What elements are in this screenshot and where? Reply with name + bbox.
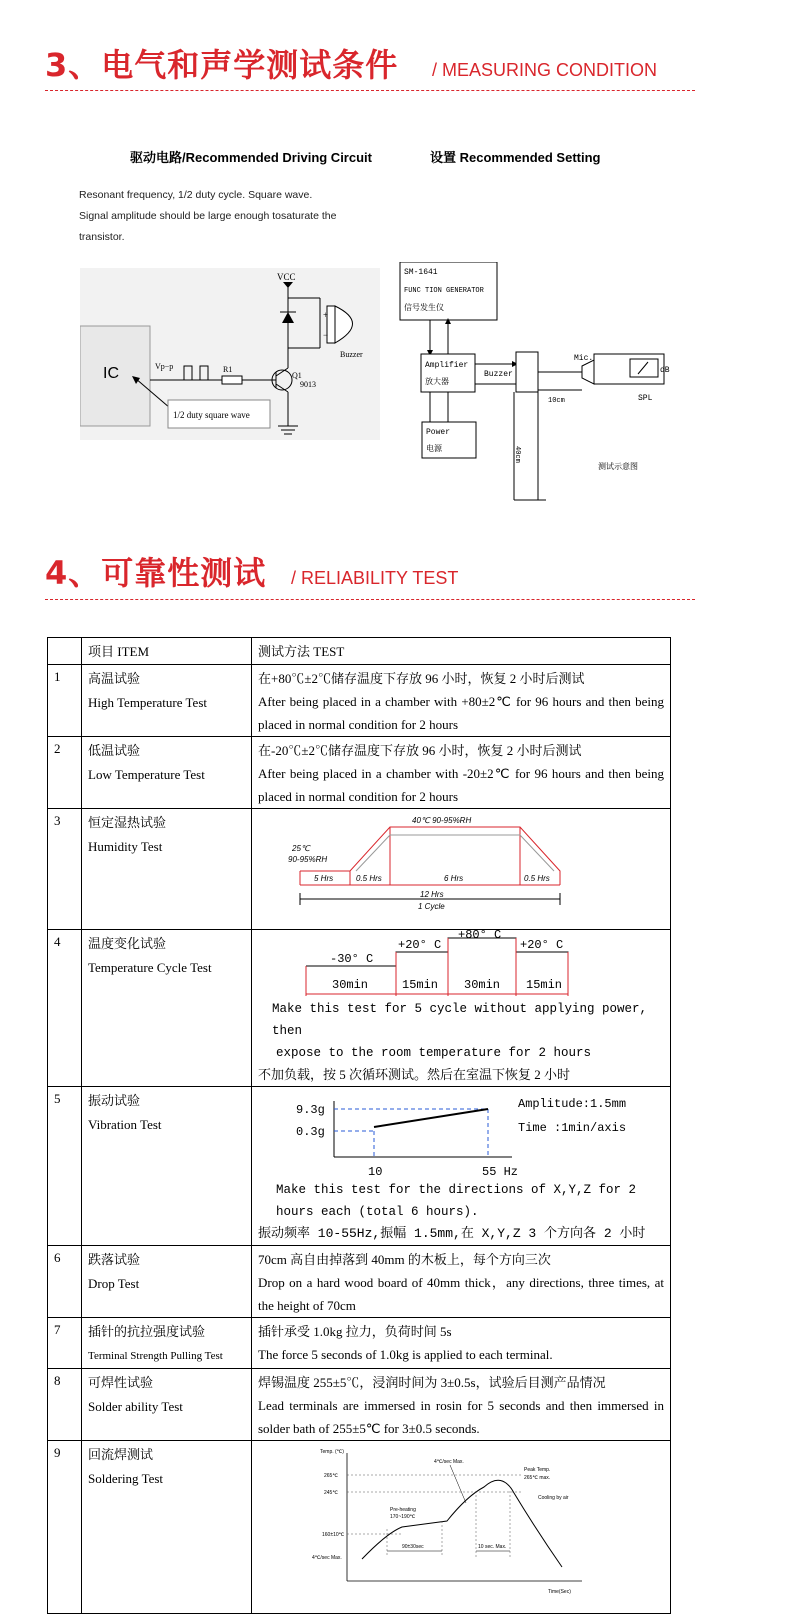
gen-line-1: SM-1641 xyxy=(404,268,438,277)
reflow-t265: 265℃ xyxy=(324,1473,338,1479)
diagram-caption: 测试示意图 xyxy=(598,462,638,471)
table-header-row xyxy=(48,638,671,665)
test-line: Lead terminals are immersed in rosin for 5 seconds and then immersed in solder bath of 255±5℃ for 3±0.5 seconds. xyxy=(258,1398,664,1436)
section-4-title: 4、可靠性测试 xyxy=(45,554,267,592)
reflow-x-axis: Time(Sec) xyxy=(548,1589,571,1595)
r1-label: R1 xyxy=(223,365,233,374)
test-line: 在-20℃±2℃储存温度下存放 96 小时，恢复 2 小时后测试 xyxy=(258,743,582,758)
item-en: Low Temperature Test xyxy=(88,767,205,782)
row-test xyxy=(252,930,671,1087)
reflow-slope-left: 4℃/sec Max. xyxy=(312,1555,342,1561)
power-line-2: 电源 xyxy=(426,444,442,453)
row-test xyxy=(252,665,671,737)
plus-label: + xyxy=(323,310,329,320)
row-item xyxy=(82,737,252,809)
temp-cycle-t1: -30° C xyxy=(330,952,374,966)
humidity-seg-1: 5 Hrs xyxy=(314,874,334,883)
vibration-x-high: 55 Hz xyxy=(482,1165,519,1179)
humidity-seg-4: 0.5 Hrs xyxy=(524,874,550,883)
mic-label: Mic. xyxy=(574,354,594,363)
humidity-chart xyxy=(252,809,671,925)
item-cn: 振动试验 xyxy=(88,1093,141,1108)
table-row xyxy=(48,1318,671,1369)
item-cn: 高温试验 xyxy=(88,671,141,686)
item-cn: 恒定湿热试验 xyxy=(88,815,167,830)
reflow-chart xyxy=(252,1441,671,1609)
section-4-divider xyxy=(45,599,695,600)
table-row xyxy=(48,1369,671,1441)
test-line: 70cm 高自由掉落到 40mm 的木板上，每个方向三次 xyxy=(258,1252,551,1267)
temp-cycle-text-cn: 不加负载，按 5 次循环测试。然后在室温下恢复 2 小时 xyxy=(258,1067,571,1082)
notes xyxy=(79,185,336,248)
gen-line-2: FUNC TION GENERATOR xyxy=(404,287,484,295)
table-row xyxy=(48,665,671,737)
test-line: After being placed in a chamber with +80±2℃ for 96 hours and then being placed in normal condition for 2 hours xyxy=(258,694,664,732)
vibration-text-en-2: hours each (total 6 hours). xyxy=(276,1205,479,1219)
section-3-divider xyxy=(45,90,695,91)
humidity-seg-2: 0.5 Hrs xyxy=(356,874,382,883)
reflow-slope-up: 4℃/sec Max. xyxy=(434,1459,464,1465)
temp-cycle-t4: +20° C xyxy=(520,938,564,952)
item-en: Terminal Strength Pulling Test xyxy=(88,1350,223,1362)
row-number: 3 xyxy=(48,809,82,930)
row-item xyxy=(82,930,252,1087)
vibration-y-low: 0.3g xyxy=(296,1125,325,1139)
row-test xyxy=(252,1369,671,1441)
item-cn: 插针的抗拉强度试验 xyxy=(88,1324,206,1339)
reflow-preheat-range: 170~190℃ xyxy=(390,1514,416,1520)
amp-line-1: Amplifier xyxy=(425,361,469,370)
temp-cycle-t2: +20° C xyxy=(398,938,442,952)
temp-cycle-d2: 15min xyxy=(402,978,439,992)
table-row xyxy=(48,737,671,809)
test-line: 插针承受 1.0kg 拉力，负荷时间 5s xyxy=(258,1324,452,1339)
humidity-total: 12 Hrs xyxy=(420,890,444,899)
item-cn: 回流焊测试 xyxy=(88,1447,154,1462)
section-4-subtitle: / RELIABILITY TEST xyxy=(291,568,459,588)
temp-cycle-t3: +80° C xyxy=(458,930,502,942)
power-line-1: Power xyxy=(426,428,451,437)
reflow-y-axis: Temp. (℃) xyxy=(320,1449,344,1455)
row-item xyxy=(82,1087,252,1246)
reliability-table xyxy=(47,637,671,1614)
row-number: 7 xyxy=(48,1318,82,1369)
duty-label: 1/2 duty square wave xyxy=(173,410,250,420)
section-3-subtitle: / MEASURING CONDITION xyxy=(432,60,658,80)
temp-cycle-d4: 15min xyxy=(526,978,563,992)
test-line: After being placed in a chamber with -20±2℃ for 96 hours and then being placed in normal condition for 2 hours xyxy=(258,766,664,804)
row-test xyxy=(252,1318,671,1369)
humidity-left-label-2: 90-95%RH xyxy=(288,855,328,864)
temp-cycle-d3: 30min xyxy=(464,978,501,992)
table-row xyxy=(48,809,671,930)
test-line: 焊锡温度 255±5℃，浸润时间为 3±0.5s，试验后目测产品情况 xyxy=(258,1375,606,1390)
header-test: 测试方法 TEST xyxy=(252,638,671,665)
transistor-label: 9013 xyxy=(300,380,316,389)
db-label: dB xyxy=(660,366,670,375)
item-cn: 跌落试验 xyxy=(88,1252,141,1267)
row-item xyxy=(82,1441,252,1614)
test-line: The force 5 seconds of 1.0kg is applied to each terminal. xyxy=(258,1347,553,1362)
item-cn: 温度变化试验 xyxy=(88,936,167,951)
row-number: 8 xyxy=(48,1369,82,1441)
vibration-amplitude: Amplitude:1.5mm xyxy=(518,1097,627,1111)
item-en: Temperature Cycle Test xyxy=(88,960,212,975)
item-en: Humidity Test xyxy=(88,839,163,854)
spl-label: SPL xyxy=(638,394,653,403)
ic-label: IC xyxy=(103,365,119,382)
temp-cycle-text-en-1: Make this test for 5 cycle without applying power, then xyxy=(272,1002,648,1038)
test-line: 在+80℃±2℃储存温度下存放 96 小时，恢复 2 小时后测试 xyxy=(258,671,585,686)
item-cn: 低温试验 xyxy=(88,743,141,758)
vibration-time: Time :1min/axis xyxy=(518,1121,627,1135)
reflow-t160: 160±10℃ xyxy=(322,1532,345,1538)
row-number: 1 xyxy=(48,665,82,737)
row-item xyxy=(82,1369,252,1441)
vpp-label: Vp−p xyxy=(155,362,174,371)
humidity-cycle: 1 Cycle xyxy=(418,902,445,911)
gen-line-3: 信号发生仪 xyxy=(404,303,444,312)
table-row xyxy=(48,1441,671,1614)
humidity-top-label: 40℃ 90-95%RH xyxy=(412,816,472,825)
amp-line-2: 放大器 xyxy=(425,377,449,386)
distance-10cm: 10cm xyxy=(548,397,565,405)
table-row xyxy=(48,930,671,1087)
amplifier-block xyxy=(421,354,475,392)
vcc-label: VCC xyxy=(277,272,296,282)
buzzer-block xyxy=(516,352,538,392)
buzzer-label: Buzzer xyxy=(340,350,363,359)
setting-caption: 设置 Recommended Setting xyxy=(430,150,601,165)
row-number: 4 xyxy=(48,930,82,1087)
q1-label: Q1 xyxy=(292,371,302,380)
item-en: High Temperature Test xyxy=(88,695,207,710)
reflow-peak-val: 265℃ max. xyxy=(524,1475,551,1481)
setting-diagram xyxy=(398,262,698,512)
humidity-seg-3: 6 Hrs xyxy=(444,874,464,883)
table-row xyxy=(48,1087,671,1246)
header-num-cell xyxy=(48,638,82,665)
section-3-title: 3、电气和声学测试条件 xyxy=(45,46,399,84)
row-test xyxy=(252,737,671,809)
reflow-preheat: Pre-heating xyxy=(390,1507,416,1513)
note-line: transistor. xyxy=(79,231,125,243)
row-test xyxy=(252,1441,671,1614)
temp-cycle-chart xyxy=(252,930,671,998)
driving-circuit-diagram xyxy=(80,268,380,440)
buzzer-text: Buzzer xyxy=(484,370,513,379)
row-number: 2 xyxy=(48,737,82,809)
table-row xyxy=(48,1246,671,1318)
reflow-cooling: Cooling by air xyxy=(538,1495,569,1501)
row-item xyxy=(82,1318,252,1369)
minus-label: − xyxy=(323,330,329,340)
row-test xyxy=(252,1087,671,1246)
item-en: Soldering Test xyxy=(88,1471,164,1486)
humidity-left-label-1: 25℃ xyxy=(292,844,310,853)
header-item: 项目 ITEM xyxy=(82,638,252,665)
row-test xyxy=(252,809,671,930)
vibration-text-cn: 振动频率 10-55Hz,振幅 1.5mm,在 X,Y,Z 3 个方向各 2 小时 xyxy=(258,1226,646,1241)
row-number: 9 xyxy=(48,1441,82,1614)
temp-cycle-d1: 30min xyxy=(332,978,369,992)
item-cn: 可焊性试验 xyxy=(88,1375,154,1390)
vibration-text-en-1: Make this test for the directions of X,Y,Z for 2 xyxy=(276,1183,637,1197)
row-item xyxy=(82,1246,252,1318)
item-en: Vibration Test xyxy=(88,1117,162,1132)
vibration-chart xyxy=(252,1087,671,1179)
test-line: Drop on a hard wood board of 40mm thick，any directions, three times, at the height of 70cm xyxy=(258,1275,664,1313)
row-number: 5 xyxy=(48,1087,82,1246)
item-en: Solder ability Test xyxy=(88,1399,183,1414)
reflow-peak-time: 10 sec. Max. xyxy=(478,1544,507,1550)
vibration-y-high: 9.3g xyxy=(296,1103,325,1117)
reflow-preheat-time: 90±30sec xyxy=(402,1544,424,1550)
row-number: 6 xyxy=(48,1246,82,1318)
temp-cycle-text-en-2: expose to the room temperature for 2 hours xyxy=(276,1046,592,1060)
vibration-x-low: 10 xyxy=(368,1165,383,1179)
row-test xyxy=(252,1246,671,1318)
note-line: Resonant frequency, 1/2 duty cycle. Square wave. xyxy=(79,189,313,201)
distance-40cm: 40cm xyxy=(513,446,521,463)
row-item xyxy=(82,809,252,930)
item-en: Drop Test xyxy=(88,1276,140,1291)
reflow-peak: Peak Temp. xyxy=(524,1467,551,1473)
driving-circuit-caption: 驱动电路/Recommended Driving Circuit xyxy=(130,150,372,165)
reflow-t245: 245℃ xyxy=(324,1490,338,1496)
row-item xyxy=(82,665,252,737)
note-line: Signal amplitude should be large enough tosaturate the xyxy=(79,210,337,222)
